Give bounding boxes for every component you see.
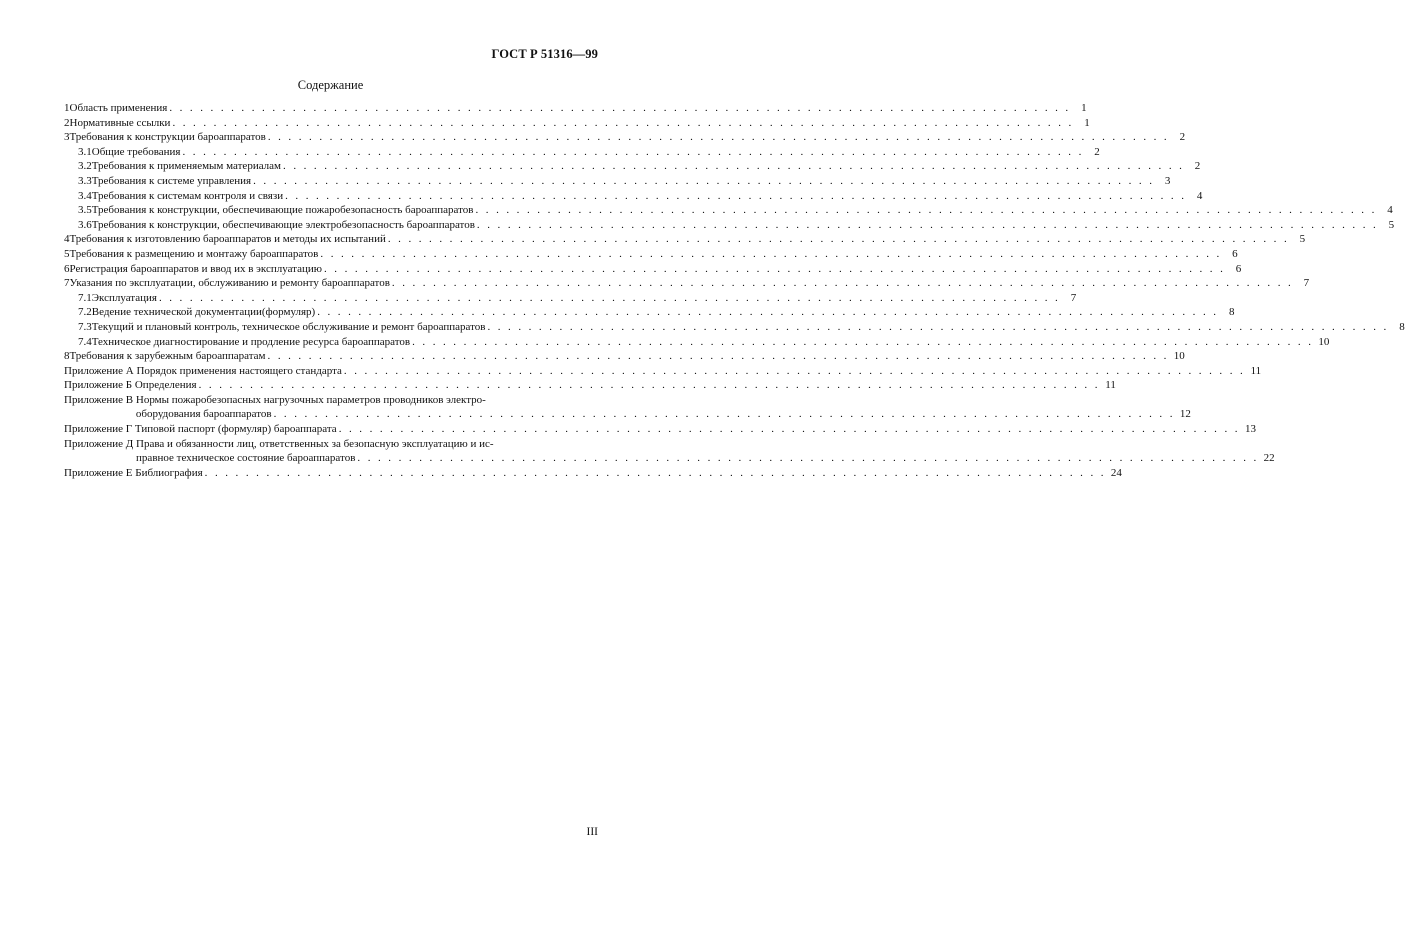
- toc-subentry[interactable]: [64, 291, 1077, 306]
- toc-entry[interactable]: [64, 232, 1306, 247]
- toc-entry-number: 3.3: [78, 174, 92, 187]
- toc-entry[interactable]: [64, 262, 1242, 277]
- toc-entry-title: Общие требования: [91, 145, 181, 158]
- appendix-title: Порядок применения настоящего стандарта: [136, 364, 342, 377]
- toc-leader-dots: . . . . . . . . . . . . . . . . . . . . . . . . . . . . . . . . . . . . . . . . . . . . . . . . . . . . . . . . . . . . . . . . . . . . . . . . . . . . . . . . . . . . . . . .: [357, 452, 1259, 465]
- toc-entry[interactable]: [64, 116, 1090, 131]
- appendix-title: Права и обязанности лиц, ответственных за безопасную эксплуатацию и ис-: [136, 437, 494, 450]
- toc-subentry[interactable]: [64, 189, 1203, 204]
- toc-leader-dots: . . . . . . . . . . . . . . . . . . . . . . . . . . . . . . . . . . . . . . . . . . . . . . . . . . . . . . . . . . . . . . . . . . . . . . . . . . . . . . . . . . . . . . . .: [343, 364, 1246, 377]
- appendix-title: Типовой паспорт (формуляр) бароаппарата: [134, 423, 337, 436]
- toc-subentry[interactable]: [64, 174, 1171, 189]
- toc-entry-page: 13: [1244, 423, 1256, 436]
- toc-subentry[interactable]: [64, 145, 1100, 160]
- toc-entry[interactable]: [64, 101, 1087, 116]
- toc-entry-title: Требования к конструкции бароаппаратов: [69, 131, 266, 144]
- toc-leader-dots: . . . . . . . . . . . . . . . . . . . . . . . . . . . . . . . . . . . . . . . . . . . . . . . . . . . . . . . . . . . . . . . . . . . . . . . . . . . . . . . . . . . . . . . .: [283, 160, 1185, 173]
- toc-entry-page: 11: [1250, 364, 1262, 377]
- toc-appendix-v[interactable]: [64, 393, 1191, 422]
- toc-appendix-b[interactable]: [64, 378, 1116, 393]
- toc-leader-dots: . . . . . . . . . . . . . . . . . . . . . . . . . . . . . . . . . . . . . . . . . . . . . . . . . . . . . . . . . . . . . . . . . . . . . . . . . . . . . . . . . . . . . . . .: [273, 408, 1175, 421]
- toc-entry-title: Требования к конструкции, обеспечивающие пожаробезопасность бароаппаратов: [91, 204, 474, 217]
- toc-entry-page: 6: [1235, 262, 1242, 275]
- toc-leader-dots: . . . . . . . . . . . . . . . . . . . . . . . . . . . . . . . . . . . . . . . . . . . . . . . . . . . . . . . . . . . . . . . . . . . . . . . . . . . . . . . . . . . . . . . .: [320, 247, 1222, 260]
- toc-entry-number: 4: [64, 233, 70, 246]
- appendix-label: Приложение Д: [64, 437, 134, 450]
- toc-subentry[interactable]: [64, 159, 1201, 174]
- toc-leader-dots: . . . . . . . . . . . . . . . . . . . . . . . . . . . . . . . . . . . . . . . . . . . . . . . . . . . . . . . . . . . . . . . . . . . . . . . . . . . . . . . . . . . . . . . .: [412, 335, 1314, 348]
- toc-entry-page: 4: [1387, 204, 1393, 217]
- toc-entry[interactable]: [64, 130, 1186, 145]
- toc-leader-dots: . . . . . . . . . . . . . . . . . . . . . . . . . . . . . . . . . . . . . . . . . . . . . . . . . . . . . . . . . . . . . . . . . . . . . . . . . . . . . . . . . . . . . . . .: [391, 277, 1294, 290]
- toc-leader-dots: . . . . . . . . . . . . . . . . . . . . . . . . . . . . . . . . . . . . . . . . . . . . . . . . . . . . . . . . . . . . . . . . . . . . . . . . . . . . . . . . . . . . . . . .: [182, 145, 1084, 158]
- toc-leader-dots: . . . . . . . . . . . . . . . . . . . . . . . . . . . . . . . . . . . . . . . . . . . . . . . . . . . . . . . . . . . . . . . . . . . . . . . . . . . . . . . . . . . . . . . .: [476, 218, 1379, 231]
- toc-appendix-d[interactable]: [64, 437, 1275, 466]
- toc-entry-page: 1: [1081, 102, 1087, 114]
- toc-leader-dots: . . . . . . . . . . . . . . . . . . . . . . . . . . . . . . . . . . . . . . . . . . . . . . . . . . . . . . . . . . . . . . . . . . . . . . . . . . . . . . . . . . . . . . . .: [475, 204, 1377, 217]
- toc-title: Содержание: [297, 78, 364, 92]
- appendix-title: Нормы пожаробезопасных нагрузочных параметров проводников электро-: [135, 393, 486, 406]
- page-number: III: [586, 826, 598, 838]
- toc-entry-page: 22: [1263, 452, 1275, 465]
- toc-entry-page: 8: [1399, 320, 1405, 333]
- toc-entry-number: 7.2: [78, 306, 92, 319]
- toc-entry-title: Требования к изготовлению бароаппаратов и методы их испытаний: [69, 233, 386, 246]
- toc-leader-dots: . . . . . . . . . . . . . . . . . . . . . . . . . . . . . . . . . . . . . . . . . . . . . . . . . . . . . . . . . . . . . . . . . . . . . . . . . . . . . . . . . . . . . . . .: [285, 189, 1187, 202]
- toc-entry-page: 11: [1105, 379, 1116, 392]
- toc-entry-title: Эксплуатация: [91, 291, 157, 304]
- toc-entry-number: 3: [64, 131, 70, 144]
- toc-subentry[interactable]: [64, 320, 1405, 335]
- toc-entry-title: Требования к размещению и монтажу бароаппаратов: [69, 247, 319, 260]
- toc-entry-page: 5: [1299, 233, 1306, 246]
- toc-leader-dots: . . . . . . . . . . . . . . . . . . . . . . . . . . . . . . . . . . . . . . . . . . . . . . . . . . . . . . . . . . . . . . . . . . . . . . . . . . . . . . . . . . . . . . . .: [172, 116, 1074, 129]
- toc-leader-dots: . . . . . . . . . . . . . . . . . . . . . . . . . . . . . . . . . . . . . . . . . . . . . . . . . . . . . . . . . . . . . . . . . . . . . . . . . . . . . . . . . . . . . . . .: [324, 262, 1226, 275]
- appendix-label: Приложение А: [64, 364, 134, 377]
- toc-entry-title: Техническое диагностирование и продление ресурса бароаппаратов: [91, 335, 411, 348]
- toc-entry-page: 10: [1318, 335, 1330, 348]
- toc-entry-number: 7.1: [78, 291, 92, 304]
- toc-entry-page: 2: [1094, 145, 1100, 158]
- toc-leader-dots: . . . . . . . . . . . . . . . . . . . . . . . . . . . . . . . . . . . . . . . . . . . . . . . . . . . . . . . . . . . . . . . . . . . . . . . . . . . . . . . . . . . . . . . .: [198, 379, 1100, 392]
- toc-entry-page: 2: [1179, 131, 1186, 144]
- toc-entry-page: 4: [1196, 189, 1203, 202]
- toc-entry-page: 12: [1179, 408, 1191, 421]
- toc-entry-title: Ведение технической документации(формуляр): [91, 306, 316, 319]
- toc-entry-number: 7.3: [78, 320, 92, 333]
- toc-leader-dots: . . . . . . . . . . . . . . . . . . . . . . . . . . . . . . . . . . . . . . . . . . . . . . . . . . . . . . . . . . . . . . . . . . . . . . . . . . . . . . . . . . . . . . . .: [267, 131, 1170, 144]
- toc-entry-number: 7.4: [78, 335, 92, 348]
- toc-leader-dots: . . . . . . . . . . . . . . . . . . . . . . . . . . . . . . . . . . . . . . . . . . . . . . . . . . . . . . . . . . . . . . . . . . . . . . . . . . . . . . . . . . . . . . . .: [317, 306, 1219, 319]
- toc-entry-title: Указания по эксплуатации, обслуживанию и ремонту бароаппаратов: [69, 277, 390, 290]
- toc-subentry[interactable]: [64, 305, 1235, 320]
- toc-entry-page: 6: [1232, 247, 1238, 260]
- toc-entry-page: 1: [1084, 116, 1090, 129]
- appendix-label: Приложение В: [64, 393, 134, 406]
- toc-entry-page: 3: [1164, 174, 1171, 187]
- toc-leader-dots: . . . . . . . . . . . . . . . . . . . . . . . . . . . . . . . . . . . . . . . . . . . . . . . . . . . . . . . . . . . . . . . . . . . . . . . . . . . . . . . . . . . . . . . .: [267, 350, 1169, 363]
- toc-entry-title: Регистрация бароаппаратов и ввод их в эксплуатацию: [69, 262, 322, 275]
- toc-appendix-e[interactable]: [64, 466, 1122, 481]
- appendix-title: Библиография: [135, 466, 203, 479]
- toc-leader-dots: . . . . . . . . . . . . . . . . . . . . . . . . . . . . . . . . . . . . . . . . . . . . . . . . . . . . . . . . . . . . . . . . . . . . . . . . . . . . . . . . . . . . . . . .: [204, 466, 1106, 479]
- toc-leader-dots: . . . . . . . . . . . . . . . . . . . . . . . . . . . . . . . . . . . . . . . . . . . . . . . . . . . . . . . . . . . . . . . . . . . . . . . . . . . . . . . . . . . . . . . .: [169, 102, 1071, 114]
- appendix-title: Определения: [134, 379, 197, 392]
- appendix-title-cont: оборудования бароаппаратов: [135, 408, 272, 421]
- appendix-label: Приложение Е: [64, 466, 133, 479]
- toc-entry-title: Область применения: [69, 102, 168, 114]
- toc-leader-dots: . . . . . . . . . . . . . . . . . . . . . . . . . . . . . . . . . . . . . . . . . . . . . . . . . . . . . . . . . . . . . . . . . . . . . . . . . . . . . . . . . . . . . . . .: [387, 233, 1290, 246]
- toc-entry-page: 2: [1194, 160, 1201, 173]
- toc-entry-number: 3.6: [78, 218, 92, 231]
- toc-entry-title: Требования к системам контроля и связи: [91, 189, 284, 202]
- toc-leader-dots: . . . . . . . . . . . . . . . . . . . . . . . . . . . . . . . . . . . . . . . . . . . . . . . . . . . . . . . . . . . . . . . . . . . . . . . . . . . . . . . . . . . . . . . .: [253, 174, 1155, 187]
- document-code: ГОСТ Р 51316—99: [491, 47, 598, 61]
- toc-entry-number: 8: [64, 350, 70, 363]
- toc-entry-page: 8: [1228, 306, 1235, 319]
- toc-subentry[interactable]: [64, 218, 1395, 233]
- toc-appendix-a[interactable]: [64, 364, 1262, 379]
- toc-appendix-g[interactable]: [64, 422, 1256, 437]
- toc-leader-dots: . . . . . . . . . . . . . . . . . . . . . . . . . . . . . . . . . . . . . . . . . . . . . . . . . . . . . . . . . . . . . . . . . . . . . . . . . . . . . . . . . . . . . . . .: [487, 320, 1389, 333]
- toc-leader-dots: . . . . . . . . . . . . . . . . . . . . . . . . . . . . . . . . . . . . . . . . . . . . . . . . . . . . . . . . . . . . . . . . . . . . . . . . . . . . . . . . . . . . . . . .: [158, 291, 1061, 304]
- table-of-contents: [64, 101, 1405, 480]
- toc-entry-title: Текущий и плановый контроль, техническое обслуживание и ремонт бароаппаратов: [91, 320, 486, 333]
- toc-entry-number: 3.4: [78, 189, 92, 202]
- toc-subentry[interactable]: [64, 335, 1330, 350]
- toc-entry-title: Требования к конструкции, обеспечивающие электробезопасность бароаппаратов: [91, 218, 475, 231]
- toc-entry[interactable]: [64, 276, 1310, 291]
- toc-entry-page: 7: [1070, 291, 1077, 304]
- toc-entry[interactable]: [64, 247, 1238, 262]
- toc-entry-page: 10: [1173, 350, 1185, 363]
- toc-entry-number: 3.2: [78, 160, 92, 173]
- toc-leader-dots: . . . . . . . . . . . . . . . . . . . . . . . . . . . . . . . . . . . . . . . . . . . . . . . . . . . . . . . . . . . . . . . . . . . . . . . . . . . . . . . . . . . . . . . .: [338, 423, 1240, 436]
- toc-entry-title: Требования к применяемым материалам: [91, 160, 282, 173]
- toc-entry-page: 5: [1388, 218, 1395, 231]
- toc-entry-title: Требования к системе управления: [91, 174, 252, 187]
- toc-entry-title: Требования к зарубежным бароаппаратам: [69, 350, 266, 363]
- appendix-label: Приложение Б: [64, 379, 133, 392]
- toc-entry-number: 2: [64, 116, 70, 129]
- toc-entry-number: 6: [64, 262, 70, 275]
- toc-entry-number: 7: [64, 277, 70, 290]
- toc-entry-number: 3.5: [78, 204, 92, 217]
- toc-entry-number: 3.1: [78, 145, 92, 158]
- toc-entry-page: 7: [1303, 277, 1310, 290]
- appendix-label: Приложение Г: [64, 423, 133, 436]
- appendix-title-cont: правное техническое состояние бароаппаратов: [136, 452, 356, 465]
- toc-entry-number: 1: [64, 102, 70, 114]
- toc-entry-title: Нормативные ссылки: [69, 116, 171, 129]
- toc-entry[interactable]: [64, 349, 1185, 364]
- toc-entry-page: 24: [1110, 466, 1122, 479]
- toc-entry-number: 5: [64, 247, 70, 260]
- toc-subentry[interactable]: [64, 203, 1393, 218]
